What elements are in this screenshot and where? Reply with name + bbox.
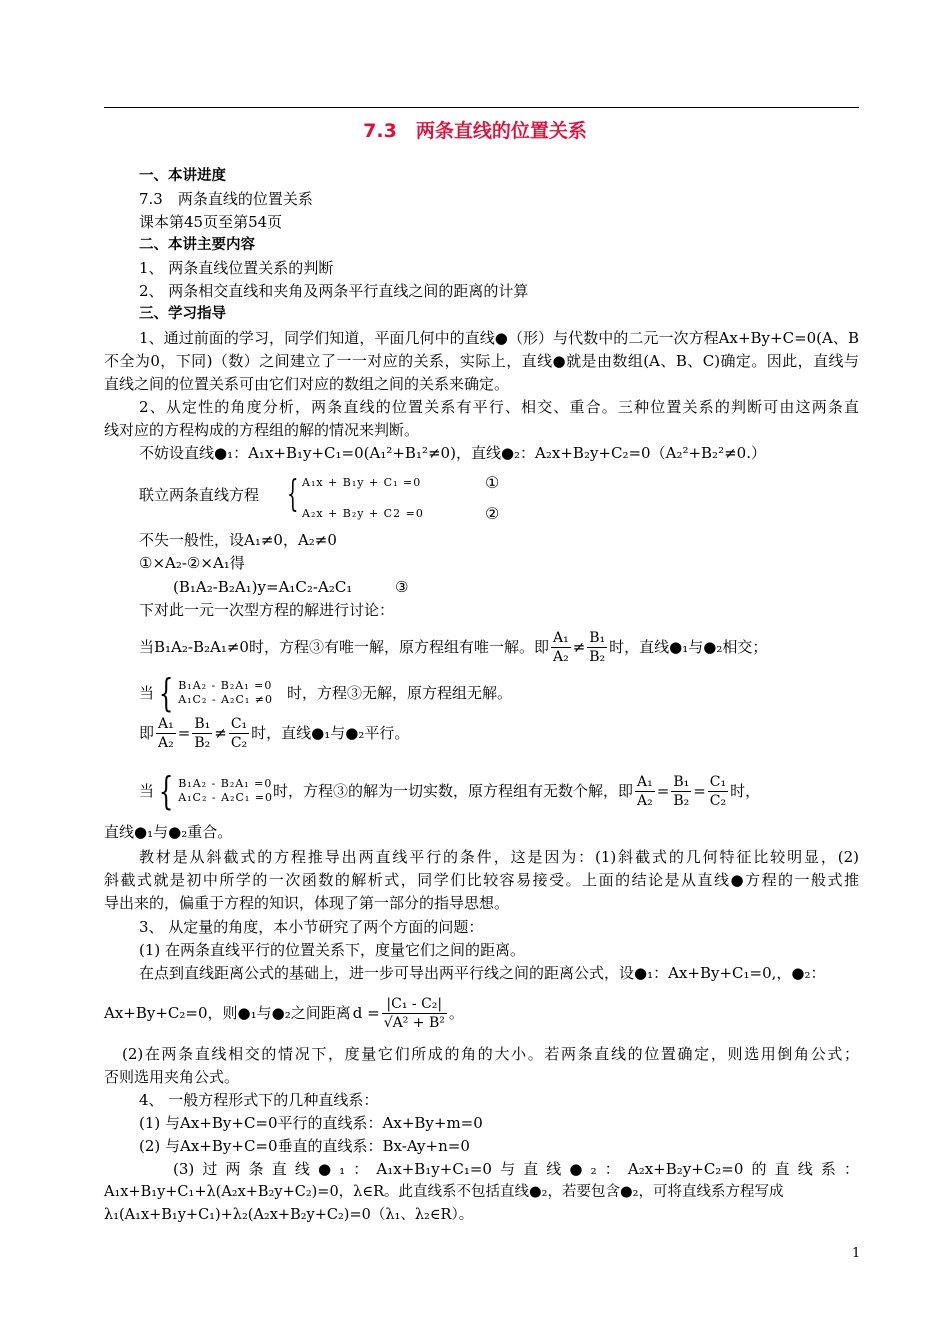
- textbook-note-1: 教材是从斜截式的方程推导出两直线平行的条件，这是因为：(1)斜截式的几何特征比较明显，(2): [139, 848, 859, 866]
- heading-progress: 一、本讲进度: [139, 168, 226, 184]
- discussion-intro: 下对此一元一次型方程的解进行讨论：: [139, 601, 395, 619]
- case-system: [178, 679, 273, 707]
- case-parallel-ratio: [139, 710, 409, 756]
- angle-note-1: (2)在两条直线相交的情况下，度量它们所成的角的大小。若两条直线的位置确定，则选用倒角公式；: [122, 1045, 859, 1063]
- case-brace: {: [158, 671, 174, 715]
- frac-den: B₂: [673, 792, 690, 809]
- frac-num: |C₁ - C₂|: [382, 995, 447, 1014]
- progress-pages: 课本第45页至第54页: [139, 213, 283, 231]
- case-coincide-suffix: 时，: [730, 782, 761, 800]
- elimination-step: ①×A₂-②×A₁得: [139, 554, 245, 572]
- when-label: 当: [139, 782, 155, 800]
- fraction-b1-b2: [192, 715, 212, 752]
- equation-mark-1: ①: [485, 473, 500, 492]
- page-number: 1: [852, 1246, 861, 1261]
- progress-section: 7.3 两条直线的位置关系: [139, 190, 313, 208]
- frac-num: C₁: [709, 773, 727, 790]
- guide-1-line-1: 1、通过前面的学习，同学们知道，平面几何中的直线●（形）与代数中的二元一次方程Ax+By+C=0(A、B: [139, 329, 859, 347]
- system-label: 联立两条直线方程: [139, 486, 260, 504]
- system-eq-1: A₁x + B₁y + C₁ =0: [302, 476, 422, 489]
- case-system: [178, 777, 273, 805]
- line-family-heading: 4、 一般方程形式下的几种直线系：: [139, 1091, 379, 1109]
- guide-2-line-2: 线对应的方程构成的方程组的解的情况来判断。: [104, 421, 420, 439]
- line-family-equation: A₁x+B₁y+C₁+λ(A₂x+B₂y+C₂)=0，λ∈R。此直线系不包括直线●₂，若要包含●₂，可将直线系方程写成: [104, 1184, 784, 1200]
- frac-num: B₁: [589, 629, 606, 646]
- case-brace: {: [158, 769, 174, 813]
- case-parallel-text: 时，方程③无解，原方程组无解。: [286, 684, 512, 702]
- content-item-1: 1、 两条直线位置关系的判断: [139, 259, 334, 277]
- case-system-eq-2: A₁C₂ - A₂C₁ =0: [178, 791, 273, 804]
- case-intersect-result: 时，直线●₁与●₂相交；: [609, 638, 768, 656]
- heading-guide: 三、学习指导: [139, 306, 226, 322]
- frac-den: A₂: [637, 792, 653, 809]
- line-family-perpendicular: (2) 与Ax+By+C=0垂直的直线系：Bx-Ay+n=0: [139, 1137, 470, 1155]
- distance-fraction: [382, 995, 447, 1032]
- derived-equation: (B₁A₂-B₂A₁)y=A₁C₂-A₂C₁: [173, 578, 353, 596]
- distance-intro: 在点到直线距离公式的基础上，进一步可导出两平行线之间的距离公式，设●₁：Ax+By+C₁=0,，●₂：: [139, 964, 826, 982]
- frac-num: B₁: [673, 773, 690, 790]
- guide-1-line-3: 直线之间的位置关系可由它们对应的数组之间的关系来确定。: [104, 375, 510, 393]
- fraction-c1-c2: [708, 773, 728, 810]
- quantitative-item-1: (1) 在两条直线平行的位置关系下，度量它们之间的距离。: [139, 941, 526, 959]
- case-coincide-text: 时，方程③的解为一切实数，原方程组有无数个解，即: [272, 782, 633, 800]
- frac-den: B₂: [194, 734, 211, 751]
- distance-label: d =: [352, 1004, 380, 1022]
- guide-2-line-1: 2、从定性的角度分析，两条直线的位置关系有平行、相交、重合。三种位置关系的判断可由这两条直: [139, 398, 859, 416]
- equal-sign: =: [656, 782, 670, 800]
- line-family-through: (3)过两条直线●₁：A₁x+B₁y+C₁=0与直线●₂：A₂x+B₂y+C₂=0的直线系：: [173, 1160, 859, 1178]
- frac-num: A₁: [158, 715, 174, 732]
- case-system-eq-1: B₁A₂ - B₂A₁ =0: [178, 679, 273, 692]
- guide-1-line-2: 不全为0，下同)（数）之间建立了一一对应的关系，实际上，直线●就是由数组(A、B、C)确定。因此，直线与: [104, 352, 859, 370]
- frac-num: A₁: [552, 629, 569, 646]
- assumption-nonzero: 不失一般性，设A₁≠0，A₂≠0: [139, 531, 337, 549]
- distance-formula-line: [104, 990, 464, 1036]
- frac-den: A₂: [552, 648, 569, 665]
- not-equal-sign: ≠: [572, 638, 586, 656]
- frac-num: C₁: [230, 715, 248, 732]
- namely-label: 即: [139, 724, 155, 742]
- heading-content: 二、本讲主要内容: [139, 237, 255, 253]
- system-eq-2: A₂x + B₂y + C2 =0: [302, 507, 424, 520]
- fraction-a1-a2: [156, 715, 176, 752]
- frac-num: A₁: [637, 773, 653, 790]
- frac-den: B₂: [589, 648, 606, 665]
- content-item-2: 2、 两条相交直线和夹角及两条平行直线之间的距离的计算: [139, 282, 529, 300]
- textbook-note-3: 导出来的，偏重于方程的知识，体现了第一部分的指导思想。: [104, 894, 510, 912]
- equation-mark-3: ③: [395, 578, 409, 596]
- distance-end: 。: [448, 1004, 464, 1022]
- when-label: 当: [139, 684, 155, 702]
- case-intersect-text: 当B₁A₂-B₂A₁≠0时，方程③有唯一解，原方程组有唯一解。即: [139, 638, 549, 656]
- frac-den: A₂: [158, 734, 174, 751]
- case-parallel-result: 时，直线●₁与●₂平行。: [251, 724, 410, 742]
- angle-note-2: 否则选用夹角公式。: [104, 1068, 240, 1086]
- distance-text: Ax+By+C₂=0，则●₁与●₂之间距离: [104, 1004, 351, 1022]
- page-title: 7.3 两条直线的位置关系: [363, 120, 587, 142]
- frac-den: C₂: [230, 734, 248, 751]
- frac-den: √A² + B²: [383, 1014, 445, 1031]
- fraction-b1-b2: [587, 629, 607, 666]
- quantitative-heading: 3、 从定量的角度，本小节研究了两个方面的问题：: [139, 918, 484, 936]
- case-intersect: [139, 624, 767, 670]
- fraction-a1-a2: [551, 629, 571, 666]
- line-family-parallel: (1) 与Ax+By+C=0平行的直线系：Ax+By+m=0: [139, 1114, 483, 1132]
- equal-sign: =: [177, 724, 191, 742]
- equation-mark-2: ②: [485, 504, 500, 523]
- frac-den: C₂: [709, 792, 727, 809]
- case-system-eq-2: A₁C₂ - A₂C₁ ≠0: [178, 693, 273, 706]
- case-coincide: [139, 768, 859, 814]
- fraction-b1-b2: [671, 773, 691, 810]
- line-family-general: λ₁(A₁x+B₁y+C₁)+λ₂(A₂x+B₂y+C₂)=0（λ₁、λ₂∈R）。: [104, 1207, 474, 1223]
- fraction-a1-a2: [635, 773, 655, 810]
- line-assumption: 不妨设直线●₁：A₁x+B₁y+C₁=0(A₁²+B₁²≠0)，直线●₂：A₂x+B₂y+C₂=0（A₂²+B₂²≠0.）: [139, 444, 766, 462]
- fraction-c1-c2: [229, 715, 249, 752]
- equal-sign: =: [693, 782, 706, 800]
- case-parallel-system: [139, 671, 512, 715]
- not-equal-sign: ≠: [214, 724, 227, 742]
- header-rule: [104, 107, 859, 108]
- system-brace: {: [287, 474, 299, 515]
- case-system-eq-1: B₁A₂ - B₂A₁ =0: [178, 777, 273, 790]
- frac-num: B₁: [194, 715, 211, 732]
- textbook-note-2: 斜截式就是初中所学的一次函数的解析式，同学们比较容易接受。上面的结论是从直线●方程的一般式推: [104, 871, 859, 889]
- case-coincide-result: 直线●₁与●₂重合。: [104, 823, 233, 841]
